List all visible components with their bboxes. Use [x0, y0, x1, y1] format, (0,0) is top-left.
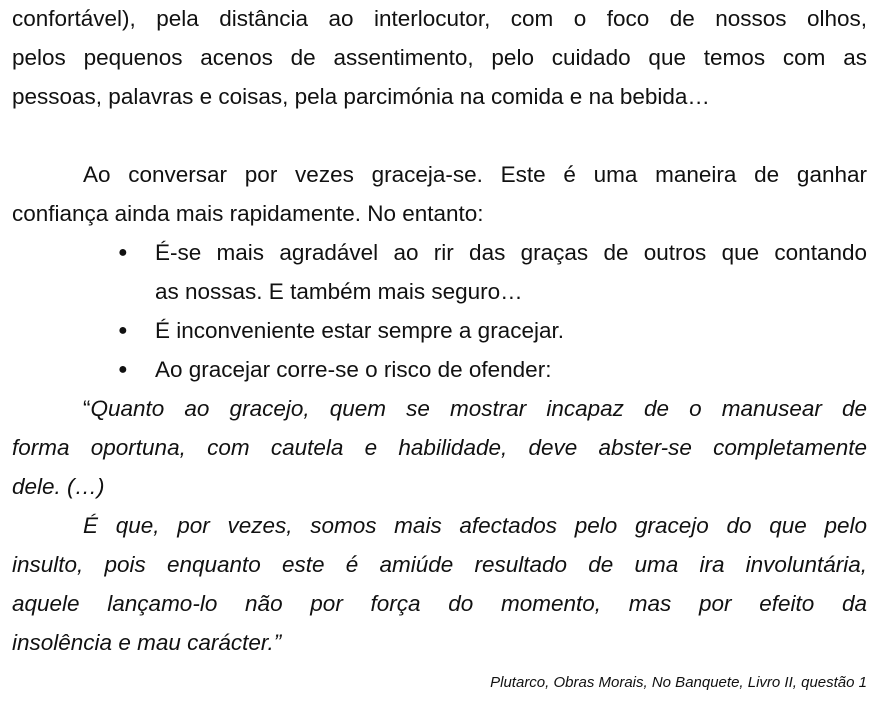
bullet-2-text: É inconveniente estar sempre a gracejar. [155, 318, 564, 343]
bullet-1-line-2: as nossas. E também mais seguro… [155, 279, 523, 304]
quote-p1-l1-text: Quanto ao gracejo, quem se mostrar incapaz de o manusear de [90, 396, 867, 421]
paragraph-1-line-3: pessoas, palavras e coisas, pela parcimónia na comida e na bebida… [12, 84, 710, 109]
bullet-marker: ● [118, 244, 128, 261]
bullet-marker: ● [118, 322, 128, 339]
quote-paragraph-2-line-2: insulto, pois enquanto este é amiúde resultado de uma ira involuntária, [12, 552, 867, 577]
quote-paragraph-1-line-2: forma oportuna, com cautela e habilidade, deve abster-se completamente [12, 435, 867, 460]
quote-paragraph-1-line-1 [12, 389, 867, 428]
paragraph-1-line-1: confortável), pela distância ao interlocutor, com o foco de nossos olhos, [12, 6, 867, 31]
quote-paragraph-2-line-1: É que, por vezes, somos mais afectados pelo gracejo do que pelo [83, 513, 867, 538]
paragraph-2-line-2: confiança ainda mais rapidamente. No entanto: [12, 201, 484, 226]
paragraph-1-line-2: pelos pequenos acenos de assentimento, pelo cuidado que temos com as [12, 45, 867, 70]
bullet-marker: ● [118, 361, 128, 378]
quote-paragraph-2-line-4: insolência e mau carácter.” [12, 630, 282, 655]
bullet-3-text: Ao gracejar corre-se o risco de ofender: [155, 357, 552, 382]
source-citation: Plutarco, Obras Morais, No Banquete, Livro II, questão 1 [490, 674, 867, 691]
quote-open-mark: “ [83, 396, 91, 421]
paragraph-2-line-1: Ao conversar por vezes graceja-se. Este é uma maneira de ganhar [83, 162, 867, 187]
quote-paragraph-1-line-3: dele. (…) [12, 474, 105, 499]
bullet-1-line-1: É-se mais agradável ao rir das graças de outros que contando [155, 240, 867, 265]
quote-paragraph-2-line-3: aquele lançamo-lo não por força do momento, mas por efeito da [12, 591, 867, 616]
